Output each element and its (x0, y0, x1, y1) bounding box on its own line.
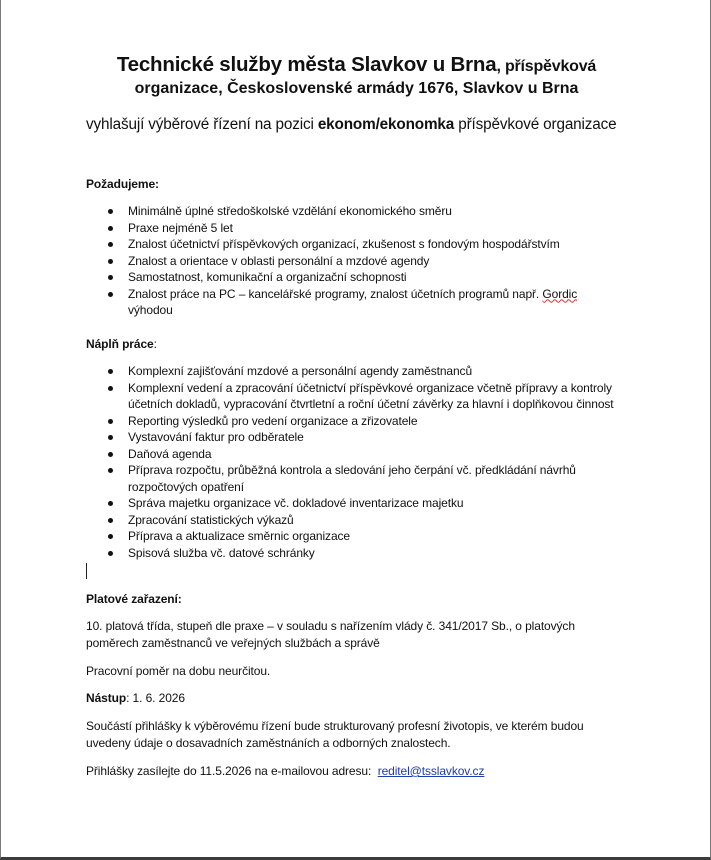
position-name: ekonom/ekonomka (317, 116, 455, 133)
list-item: Správa majetku organizace vč. dokladové inventarizace majetku (86, 495, 614, 512)
document-title (1, 53, 711, 77)
bullet-icon (108, 435, 113, 440)
bullet-icon (108, 209, 113, 214)
bullet-icon (108, 501, 113, 506)
application-line-1: Součástí přihlášky k výběrovému řízení bude strukturovaný profesní životopis, ve kterém budou (86, 719, 584, 733)
list-item: Znalost práce na PC – kancelářské programy, znalost účetních programů např. Gordic výhodou (86, 286, 577, 319)
salary-line-2: poměrech zaměstnanců ve veřejných službách a správě (86, 636, 380, 650)
list-item: Reporting výsledků pro vedení organizace a zřizovatele (86, 413, 614, 430)
list-item: Příprava rozpočtu, průběžná kontrola a sledování jeho čerpání vč. předkládání návrhů rozpočtových opatření (86, 462, 614, 495)
bullet-icon (108, 452, 113, 457)
bullet-icon (108, 518, 113, 523)
duties-heading: Náplň práce: (86, 337, 157, 351)
list-item: Vystavování faktur pro odběratele (86, 429, 614, 446)
list-item: Komplexní zajišťování mzdové a personální agendy zaměstnanců (86, 363, 614, 380)
bullet-icon (108, 259, 113, 264)
requirements-list (86, 203, 577, 319)
list-item: Znalost a orientace v oblasti personální a mzdové agendy (86, 253, 577, 270)
list-item: Zpracování statistických výkazů (86, 512, 614, 529)
duties-list (86, 363, 614, 561)
intro-line (86, 116, 617, 134)
employment-type: Pracovní poměr na dobu neurčitou. (86, 664, 271, 678)
title-suffix: , příspěvková (496, 58, 597, 75)
application-deadline (86, 764, 484, 778)
start-label: Nástup (86, 691, 127, 705)
bullet-icon (108, 226, 113, 231)
bullet-icon (108, 275, 113, 280)
bullet-icon (108, 551, 113, 556)
bullet-icon (108, 419, 113, 424)
document-subtitle: organizace, Československé armády 1676, Slavkov u Brna (134, 80, 579, 97)
list-item: Znalost účetnictví příspěvkových organizací, zkušenost s fondovým hospodářstvím (86, 236, 577, 253)
list-item: Příprava a aktualizace směrnic organizace (86, 528, 614, 545)
deadline-text: Přihlášky zasílejte do 11.5.2026 na e-mailovou adresu: (86, 764, 378, 778)
bullet-icon (108, 386, 113, 391)
list-item: Minimálně úplné středoškolské vzdělání ekonomického směru (86, 203, 577, 220)
application-line-2: uvedeny údaje o dosavadních zaměstnáních a odborných znalostech. (86, 736, 451, 750)
list-item: Samostatnost, komunikační a organizační schopnosti (86, 269, 577, 286)
requirements-heading: Požadujeme: (86, 177, 159, 191)
start-value: : 1. 6. 2026 (126, 691, 185, 705)
intro-suffix: příspěvkové organizace (454, 116, 617, 133)
intro-prefix: vyhlašují výběrové řízení na pozici (86, 116, 318, 133)
salary-heading: Platové zařazení: (86, 592, 182, 606)
text-cursor (86, 563, 87, 579)
spellcheck-flagged-word[interactable]: Gordic (542, 286, 578, 301)
list-item: Praxe nejméně 5 let (86, 220, 577, 237)
bullet-icon (108, 242, 113, 247)
start-date (86, 691, 185, 705)
bullet-icon (108, 468, 113, 473)
bullet-icon (108, 369, 113, 374)
list-item: Spisová služba vč. datové schránky (86, 545, 614, 562)
email-link[interactable]: reditel@tsslavkov.cz (377, 764, 485, 778)
bullet-icon (108, 534, 113, 539)
title-main: Technické služby města Slavkov u Brna (116, 53, 497, 76)
list-item: Daňová agenda (86, 446, 614, 463)
list-item: Komplexní vedení a zpracování účetnictví příspěvkové organizace včetně přípravy a kontroly účetních dokladů, vypracování čtvrtletní a roční účetní závěrky za hlavní i doplňkovou činnost (86, 380, 614, 413)
bullet-icon (108, 292, 113, 297)
salary-line-1: 10. platová třída, stupeň dle praxe – v souladu s nařízením vlády č. 341/2017 Sb., o platových (86, 619, 575, 633)
